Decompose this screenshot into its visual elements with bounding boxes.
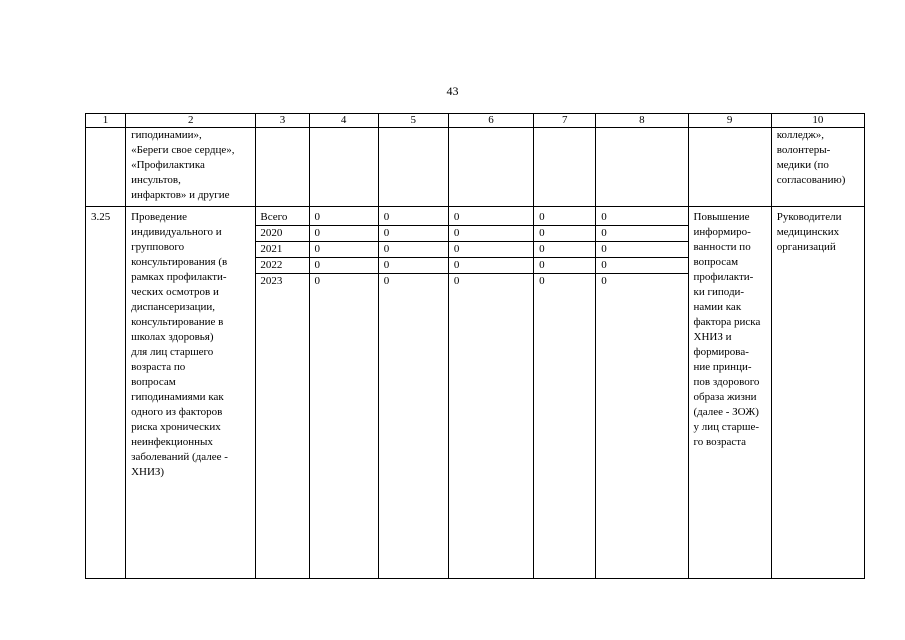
- year-label: 2021: [256, 242, 308, 258]
- value-cell: 0: [449, 226, 533, 242]
- year-label: 2022: [256, 258, 308, 274]
- funding-col6: [448, 207, 533, 579]
- funding-col8: [596, 207, 688, 579]
- funding-col7: [534, 207, 596, 579]
- header-row: [86, 114, 865, 128]
- empty-cell: [596, 128, 688, 207]
- header-cell: 4: [309, 114, 378, 128]
- header-cell: 1: [86, 114, 126, 128]
- header-cell: 6: [448, 114, 533, 128]
- value-cell: 0: [534, 226, 595, 242]
- header-cell: 3: [256, 114, 309, 128]
- empty-cell: [448, 128, 533, 207]
- value-cell: 0: [449, 242, 533, 258]
- header-cell: 2: [126, 114, 256, 128]
- continuation-executor-text: колледж», волонтеры- медики (по согласованию): [771, 128, 864, 207]
- header-cell: 8: [596, 114, 688, 128]
- value-cell: 0: [601, 275, 607, 287]
- year-label: 2020: [256, 226, 308, 242]
- value-cell: 0: [596, 226, 687, 242]
- value-cell: 0: [310, 226, 378, 242]
- value-cell: 0: [596, 242, 687, 258]
- value-cell: 0: [534, 258, 595, 274]
- funding-col4: [309, 207, 378, 579]
- value-cell: 0: [453, 275, 460, 287]
- value-cell: 0: [534, 210, 595, 226]
- empty-cell: [309, 128, 378, 207]
- funding-col5: [378, 207, 448, 579]
- value-cell: 0: [379, 210, 448, 226]
- value-cell: 0: [310, 210, 378, 226]
- value-cell: 0: [449, 258, 533, 274]
- continuation-event-text: гиподинамии», «Береги свое сердце», «Профилактика инсультов, инфарктов» и другие: [126, 128, 256, 207]
- empty-cell: [534, 128, 596, 207]
- page-number: 43: [446, 84, 459, 98]
- value-cell: 0: [534, 242, 595, 258]
- table-row: [86, 207, 865, 579]
- event-description: Проведение индивидуального и группового консультирования (в рамках профилакти- ческих осмотров и диспансеризации, консультирование в школах здоровья) для лиц старшего возраста по вопросам гиподинамиями как одного из факторов риска хронических неинфекционных заболеваний (далее - ХНИЗ): [126, 207, 256, 579]
- header-cell: 7: [534, 114, 596, 128]
- year-label: 2023: [260, 275, 283, 287]
- plan-table: [85, 113, 865, 579]
- executor: Руководители медицинских организаций: [771, 207, 864, 579]
- value-cell: 0: [596, 210, 687, 226]
- value-cell: 0: [379, 258, 448, 274]
- empty-cell: [688, 128, 771, 207]
- header-cell: 10: [771, 114, 864, 128]
- value-cell: 0: [379, 242, 448, 258]
- header-cell: 5: [378, 114, 448, 128]
- year-label: Всего: [256, 210, 308, 226]
- row-number: 3.25: [86, 207, 126, 579]
- value-cell: 0: [310, 242, 378, 258]
- empty-cell: [378, 128, 448, 207]
- value-cell: 0: [314, 275, 321, 287]
- expected-result: Повышение информиро- ванности по вопросам профилакти- ки гиподи- намии как фактора риска ХНИЗ и формирова- ние принци- пов здорового образа жизни (далее - ЗОЖ) у лиц старше- го возраста: [688, 207, 771, 579]
- value-cell: 0: [539, 275, 545, 287]
- value-cell: 0: [379, 226, 448, 242]
- value-cell: 0: [383, 275, 390, 287]
- value-cell: 0: [310, 258, 378, 274]
- years-cell: [256, 207, 309, 579]
- header-cell: 9: [688, 114, 771, 128]
- continuation-row: [86, 128, 865, 207]
- value-cell: 0: [449, 210, 533, 226]
- value-cell: 0: [596, 258, 687, 274]
- empty-cell: [256, 128, 309, 207]
- empty-cell: [86, 128, 126, 207]
